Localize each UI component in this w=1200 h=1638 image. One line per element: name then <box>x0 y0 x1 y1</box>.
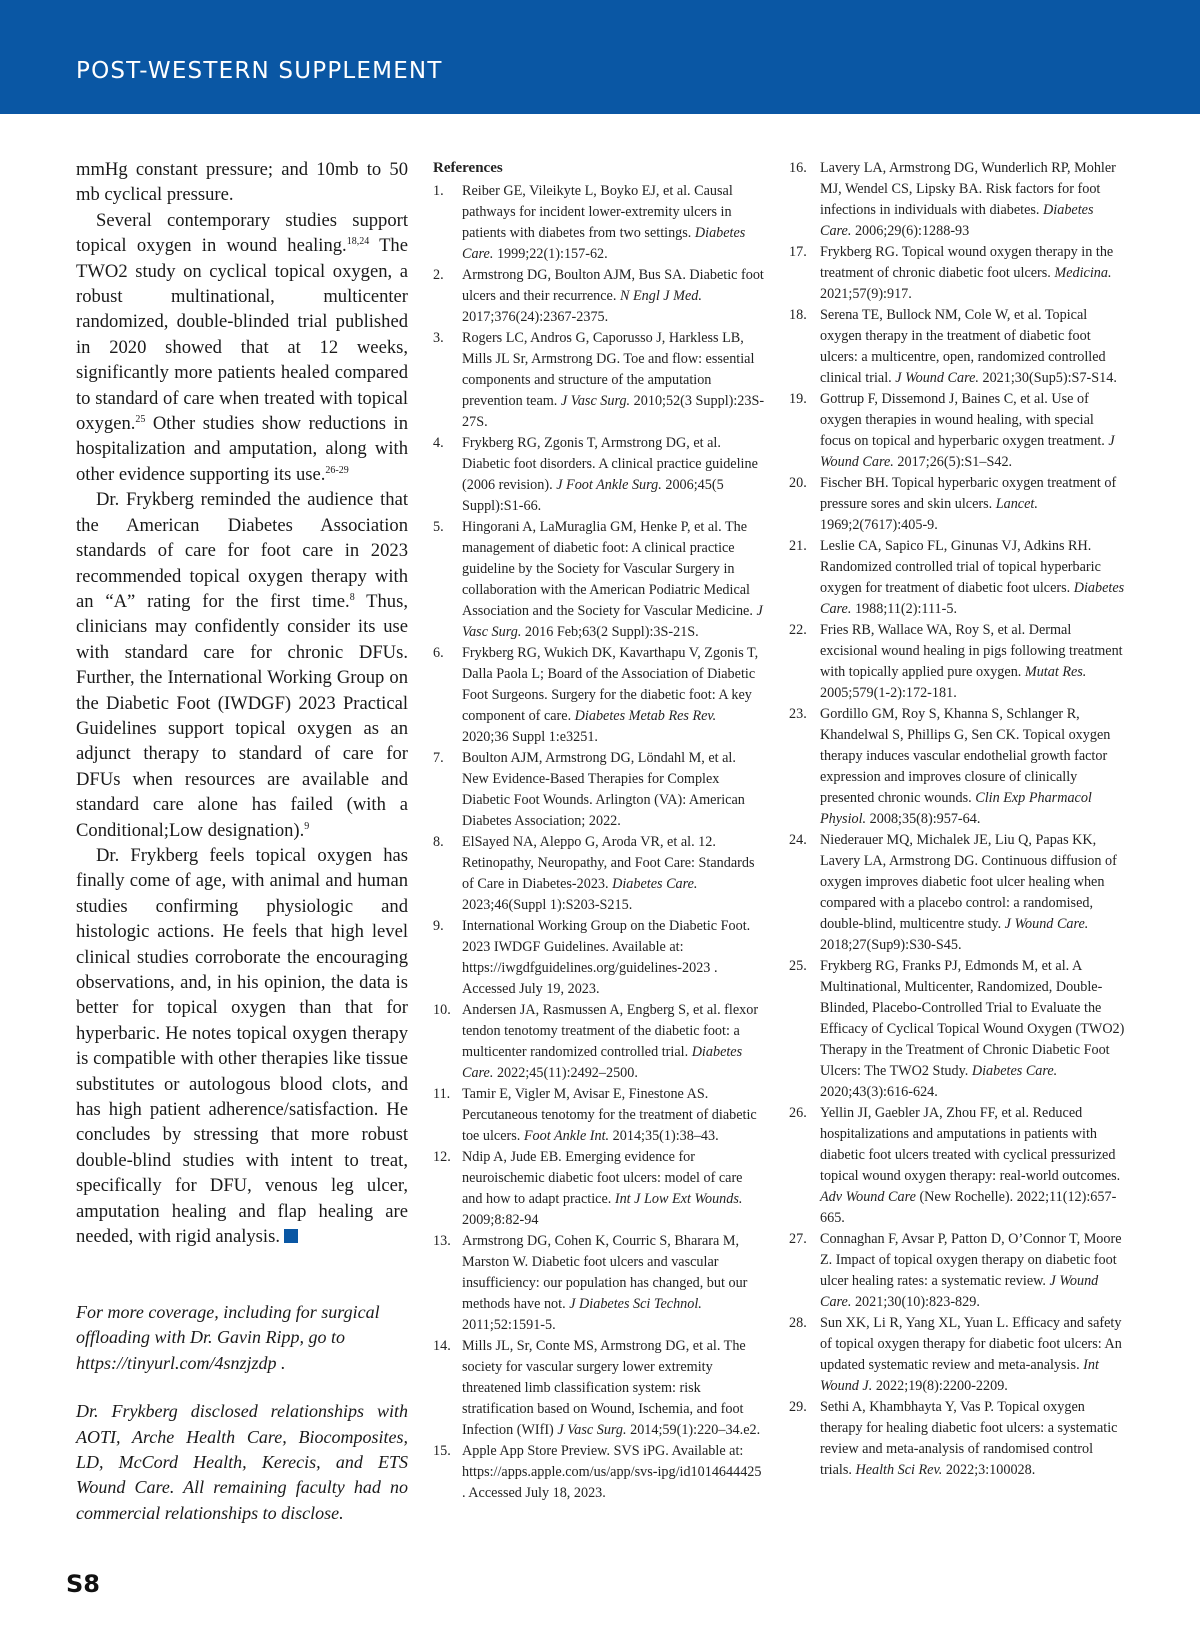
reference-text: Frykberg RG. Topical wound oxygen therapy in the treatment of chronic diabetic foot ulcers. <box>820 244 1114 281</box>
reference-journal: Int J Low Ext Wounds. <box>614 1191 743 1207</box>
reference-item <box>433 1336 766 1441</box>
body-text: Thus, clinicians may confidently consider its use with standard care for chronic DFUs. Further, the International Working Group on the Diabetic Foot (IWDGF) 2023 Practical Guidelines support topical oxygen as an adjunct therapy to standard of care for DFUs when resources are available and standard care alone has failed (with a Conditional;Low designation). <box>76 590 408 841</box>
reference-item <box>433 1147 766 1231</box>
references-heading: References <box>433 160 503 176</box>
reference-number: 16. <box>789 160 807 176</box>
reference-text: Gordillo GM, Roy S, Khanna S, Schlanger R, Khandelwal S, Phillips G, Sen CK. Topical oxygen therapy induces vascular endothelial growth factor expression and improves closure of clinically presented chronic wounds. <box>820 706 1111 806</box>
reference-text: Frykberg RG, Zgonis T, Armstrong DG, et al. Diabetic foot disorders. A clinical practice guideline (2006 revision). <box>462 435 758 493</box>
reference-text: Sun XK, Li R, Yang XL, Yuan L. Efficacy and safety of topical oxygen therapy for diabetic foot ulcers: An updated systematic review and meta-analysis. <box>820 1315 1122 1373</box>
reference-item <box>789 704 1125 830</box>
reference-details: 1988;11(2):111-5. <box>854 601 958 617</box>
reference-details: 2020;43(3):616-624. <box>820 1084 938 1100</box>
reference-details: 2006;45(5 Suppl):S1-66. <box>462 477 724 514</box>
reference-number: 21. <box>789 538 807 554</box>
reference-text: Niederauer MQ, Michalek JE, Liu Q, Papas KK, Lavery LA, Armstrong DG. Continuous diffusion of oxygen improves diabetic foot ulcer healing when compared with a placebo control: a randomised, double-blind, multicentre study. <box>820 832 1117 932</box>
reference-number: 25. <box>789 958 807 974</box>
reference-item <box>789 389 1125 473</box>
reference-details: 2005;579(1-2):172-181. <box>820 685 957 701</box>
reference-number: 15. <box>433 1443 451 1459</box>
reference-text: Tamir E, Vigler M, Avisar E, Finestone AS. Percutaneous tenotomy for the treatment of diabetic toe ulcers. <box>462 1086 757 1144</box>
reference-number: 28. <box>789 1315 807 1331</box>
reference-item <box>433 1441 766 1504</box>
body-paragraph <box>76 208 408 487</box>
reference-text: Serena TE, Bullock NM, Cole W, et al. Topical oxygen therapy in the treatment of diabetic foot ulcers: a multicentre, open, randomized controlled clinical trial. <box>820 307 1106 386</box>
reference-details: 2021;30(10):823-829. <box>854 1294 980 1310</box>
reference-number: 27. <box>789 1231 807 1247</box>
references-column-left <box>433 158 766 1504</box>
reference-details: 2016 Feb;63(2 Suppl):3S-21S. <box>524 624 699 640</box>
reference-details: 1969;2(7617):405-9. <box>820 517 938 533</box>
reference-text: Ndip A, Jude EB. Emerging evidence for neuroischemic diabetic foot ulcers: model of care and how to adapt practice. <box>462 1149 743 1207</box>
reference-item <box>433 832 766 916</box>
reference-item <box>789 1229 1125 1313</box>
citation-superscript: 9 <box>304 820 310 832</box>
reference-journal: J Wound Care. <box>1004 916 1089 932</box>
reference-number: 2. <box>433 267 444 283</box>
body-paragraph <box>76 843 408 1250</box>
reference-number: 23. <box>789 706 807 722</box>
reference-journal: J Vasc Surg. <box>557 1422 627 1438</box>
disclosure-note: Dr. Frykberg disclosed relationships with AOTI, Arche Health Care, Biocomposites, LD, McCord Health, Kerecis, and ETS Wound Care. All remaining faculty had no commercial relationships to disclose. <box>76 1401 408 1523</box>
reference-journal: J Foot Ankle Surg. <box>556 477 662 493</box>
section-title: POST-WESTERN SUPPLEMENT <box>76 58 443 84</box>
reference-details: 1999;22(1):157-62. <box>496 246 608 262</box>
reference-number: 3. <box>433 330 444 346</box>
reference-number: 22. <box>789 622 807 638</box>
reference-item <box>433 181 766 265</box>
reference-text: Boulton AJM, Armstrong DG, Löndahl M, et al. New Evidence-Based Therapies for Complex Diabetic Foot Wounds. Arlington (VA): American Diabetes Association; 2022. <box>462 750 745 829</box>
reference-details: 2020;36 Suppl 1:e3251. <box>462 729 598 745</box>
reference-item <box>789 158 1125 242</box>
reference-journal: Lancet. <box>995 496 1038 512</box>
reference-text: Connaghan F, Avsar P, Patton D, O’Connor T, Moore Z. Impact of topical oxygen therapy on diabetic foot ulcer healing rates: a systematic review. <box>820 1231 1122 1289</box>
reference-details: 2010;52(3 Suppl):23S-27S. <box>462 393 765 430</box>
reference-text: Apple App Store Preview. SVS iPG. Available at: https://apps.apple.com/us/app/svs-ipg/id1014644425 . Accessed July 18, 2023. <box>462 1443 762 1501</box>
body-text: The TWO2 study on cyclical topical oxygen, a robust multinational, multicenter randomized, double-blinded trial published in 2020 showed that at 12 weeks, significantly more patients healed compared to standard of care when treated with topical oxygen. <box>76 235 408 435</box>
reference-journal: Diabetes Care. <box>820 580 1125 617</box>
reference-journal: Diabetes Care. <box>971 1063 1058 1079</box>
body-paragraph: mmHg constant pressure; and 10mb to 50 mb cyclical pressure. <box>76 159 408 206</box>
reference-number: 6. <box>433 645 444 661</box>
reference-details: 2022;19(8):2200-2209. <box>875 1378 1008 1394</box>
reference-text: Yellin JI, Gaebler JA, Zhou FF, et al. Reduced hospitalizations and amputations in patients with diabetic foot ulcers treated with cyclical pressurized topical wound oxygen therapy: real-world outcomes. <box>820 1105 1121 1184</box>
reference-journal: J Vasc Surg. <box>462 603 763 640</box>
reference-item <box>433 265 766 328</box>
reference-journal: Health Sci Rev. <box>855 1462 943 1478</box>
body-text: Dr. Frykberg feels topical oxygen has finally come of age, with animal and human studies confirming physiologic and histologic actions. He feels that high level clinical studies corroborate the encouraging observations, and, in his opinion, the data is better for topical oxygen than that for hyperbaric. He notes topical oxygen therapy is compatible with other therapies like tissue substitutes or autologous blood clots, and has high patient adherence/satisfaction. He concludes by stressing that more robust double-blind studies with intent to treat, specifically for DFU, venous leg ulcer, amputation healing and flap healing are needed, with rigid analysis. <box>76 844 408 1248</box>
reference-number: 13. <box>433 1233 451 1249</box>
coverage-note: For more coverage, including for surgical offloading with Dr. Gavin Ripp, go to https://tinyurl.com/4snzjzdp . <box>76 1302 380 1373</box>
reference-item <box>789 305 1125 389</box>
reference-text: Andersen JA, Rasmussen A, Engberg S, et al. flexor tendon tenotomy treatment of the diabetic foot: a multicenter randomized controlled trial. <box>462 1002 759 1060</box>
body-text-column <box>76 157 408 1249</box>
reference-text: Armstrong DG, Boulton AJM, Bus SA. Diabetic foot ulcers and their recurrence. <box>462 267 764 304</box>
reference-text: Fries RB, Wallace WA, Roy S, et al. Dermal excisional wound healing in pigs following treatment with topically applied pure oxygen. <box>820 622 1123 680</box>
reference-number: 7. <box>433 750 444 766</box>
reference-item <box>433 748 766 832</box>
reference-number: 10. <box>433 1002 451 1018</box>
reference-number: 20. <box>789 475 807 491</box>
reference-journal: Adv Wound Care <box>820 1189 916 1205</box>
reference-number: 17. <box>789 244 807 260</box>
reference-item <box>789 1313 1125 1397</box>
reference-journal: J Wound Care. <box>820 1273 1099 1310</box>
reference-item <box>433 328 766 433</box>
reference-text: Reiber GE, Vileikyte L, Boyko EJ, et al. Causal pathways for incident lower-extremity ulcers in patients with diabetes from two settings. <box>462 183 733 241</box>
reference-number: 14. <box>433 1338 451 1354</box>
reference-details: 2009;8:82-94 <box>462 1212 539 1228</box>
reference-item <box>789 473 1125 536</box>
reference-details: 2017;26(5):S1–S42. <box>897 454 1013 470</box>
reference-journal: Mutat Res. <box>1024 664 1087 680</box>
reference-item <box>433 517 766 643</box>
reference-number: 5. <box>433 519 444 535</box>
reference-details: 2021;30(Sup5):S7-S14. <box>982 370 1117 386</box>
reference-item <box>789 956 1125 1103</box>
reference-number: 4. <box>433 435 444 451</box>
reference-text: Gottrup F, Dissemond J, Baines C, et al. Use of oxygen therapies in wound healing, with special focus on topical and hyperbaric oxygen treatment. <box>820 391 1105 449</box>
reference-number: 26. <box>789 1105 807 1121</box>
body-text: Several contemporary studies support topical oxygen in wound healing. <box>76 209 408 257</box>
reference-details: (New Rochelle). 2022;11(12):657-665. <box>820 1189 1117 1226</box>
reference-journal: J Diabetes Sci Technol. <box>569 1296 702 1312</box>
reference-journal: N Engl J Med. <box>619 288 702 304</box>
reference-details: 2021;57(9):917. <box>820 286 912 302</box>
citation-superscript: 18,24 <box>346 236 370 248</box>
citation-superscript: 26-29 <box>325 464 349 476</box>
reference-number: 11. <box>433 1086 451 1102</box>
reference-number: 18. <box>789 307 807 323</box>
reference-details: 2014;59(1):220–34.e2. <box>630 1422 761 1438</box>
page-number: S8 <box>66 1570 100 1598</box>
reference-item <box>789 830 1125 956</box>
reference-journal: Int Wound J. <box>820 1357 1099 1394</box>
reference-journal: Clin Exp Pharmacol Physiol. <box>820 790 1092 827</box>
reference-item <box>433 1231 766 1336</box>
reference-journal: Foot Ankle Int. <box>523 1128 610 1144</box>
body-paragraph <box>76 487 408 843</box>
reference-details: 2022;45(11):2492–2500. <box>496 1065 638 1081</box>
reference-number: 9. <box>433 918 444 934</box>
reference-item <box>433 1084 766 1147</box>
body-text: Dr. Frykberg reminded the audience that the American Diabetes Association standards of care for foot care in 2023 recommended topical oxygen therapy with an “A” rating for the first time. <box>76 489 408 612</box>
reference-item <box>789 620 1125 704</box>
references-column-right <box>789 158 1125 1481</box>
reference-item <box>789 1397 1125 1481</box>
reference-number: 8. <box>433 834 444 850</box>
reference-item <box>789 1103 1125 1229</box>
reference-details: 2017;376(24):2367-2375. <box>462 309 609 325</box>
citation-superscript: 8 <box>349 591 355 603</box>
reference-journal: J Wound Care. <box>895 370 979 386</box>
reference-item <box>789 536 1125 620</box>
reference-text: Leslie CA, Sapico FL, Ginunas VJ, Adkins RH. Randomized controlled trial of topical hyperbaric oxygen for treatment of diabetic foot ulcers. <box>820 538 1101 596</box>
reference-item <box>433 916 766 1000</box>
body-text: Other studies show reductions in hospitalization and amputation, along with other evidence supporting its use. <box>76 413 408 485</box>
reference-number: 1. <box>433 183 444 199</box>
reference-text: Rogers LC, Andros G, Caporusso J, Harkless LB, Mills JL Sr, Armstrong DG. Toe and flow: essential components and structure of the amputation prevention team. <box>462 330 755 409</box>
reference-text: Frykberg RG, Wukich DK, Kavarthapu V, Zgonis T, Dalla Paola L; Board of the Association of Diabetic Foot Surgeons. Surgery for the diabetic foot: A key component of care. <box>462 645 759 724</box>
notes-column <box>76 1300 408 1549</box>
reference-item <box>789 242 1125 305</box>
reference-details: 2018;27(Sup9):S30-S45. <box>820 937 962 953</box>
reference-text: ElSayed NA, Aleppo G, Aroda VR, et al. 12. Retinopathy, Neuropathy, and Foot Care: Standards of Care in Diabetes-2023. <box>462 834 755 892</box>
reference-number: 19. <box>789 391 807 407</box>
reference-number: 29. <box>789 1399 807 1415</box>
reference-journal: Diabetes Care. <box>612 876 698 892</box>
reference-text: Sethi A, Khambhayta Y, Vas P. Topical oxygen therapy for healing diabetic foot ulcers: a systematic review and meta-analysis of randomised control trials. <box>820 1399 1118 1478</box>
reference-text: Hingorani A, LaMuraglia GM, Henke P, et al. The management of diabetic foot: A clinical practice guideline by the Society for Vascular Surgery in collaboration with the American Podiatric Medical Association and the Society for Vascular Medicine. <box>462 519 753 619</box>
reference-text: Mills JL, Sr, Conte MS, Armstrong DG, et al. The society for vascular surgery lower extremity threatened limb classification system: risk stratification based on Wound, Ischemia, and foot Infection (WIfI) <box>462 1338 746 1438</box>
reference-item <box>433 433 766 517</box>
reference-journal: Diabetes Care. <box>462 1044 743 1081</box>
end-of-article-mark <box>284 1229 298 1243</box>
reference-journal: Diabetes Care. <box>462 225 746 262</box>
reference-details: 2014;35(1):38–43. <box>612 1128 719 1144</box>
reference-details: 2023;46(Suppl 1):S203-S215. <box>462 897 633 913</box>
reference-journal: Diabetes Care. <box>820 202 1094 239</box>
reference-text: Fischer BH. Topical hyperbaric oxygen treatment of pressure sores and skin ulcers. <box>820 475 1117 512</box>
reference-details: 2011;52:1591-5. <box>462 1317 556 1333</box>
reference-text: Frykberg RG, Franks PJ, Edmonds M, et al. A Multinational, Multicenter, Randomized, Double-Blinded, Placebo-Controlled Trial to Evaluate the Efficacy of Cyclical Topical Wound Oxygen (TWO2) Therapy in the Treatment of Chronic Diabetic Foot Ulcers: The TWO2 Study. <box>820 958 1125 1079</box>
reference-journal: J Vasc Surg. <box>560 393 631 409</box>
reference-journal: Medicina. <box>1054 265 1112 281</box>
reference-text: Lavery LA, Armstrong DG, Wunderlich RP, Mohler MJ, Wendel CS, Lipsky BA. Risk factors for foot infections in individuals with diabetes. <box>820 160 1116 218</box>
reference-number: 12. <box>433 1149 451 1165</box>
reference-text: International Working Group on the Diabetic Foot. 2023 IWDGF Guidelines. Available at: https://iwgdfguidelines.org/guidelines-2023 . Accessed July 19, 2023. <box>462 918 751 997</box>
citation-superscript: 25 <box>135 413 146 425</box>
reference-details: 2008;35(8):957-64. <box>869 811 981 827</box>
reference-item <box>433 1000 766 1084</box>
reference-details: 2006;29(6):1288-93 <box>854 223 970 239</box>
header-banner <box>0 0 1200 114</box>
reference-journal: J Wound Care. <box>820 433 1115 470</box>
reference-number: 24. <box>789 832 807 848</box>
reference-journal: Diabetes Metab Res Rev. <box>574 708 717 724</box>
reference-text: Armstrong DG, Cohen K, Courric S, Bharara M, Marston W. Diabetic foot ulcers and vascular insufficiency: our population has changed, but our methods have not. <box>462 1233 748 1312</box>
reference-details: 2022;3:100028. <box>945 1462 1036 1478</box>
reference-item <box>433 643 766 748</box>
